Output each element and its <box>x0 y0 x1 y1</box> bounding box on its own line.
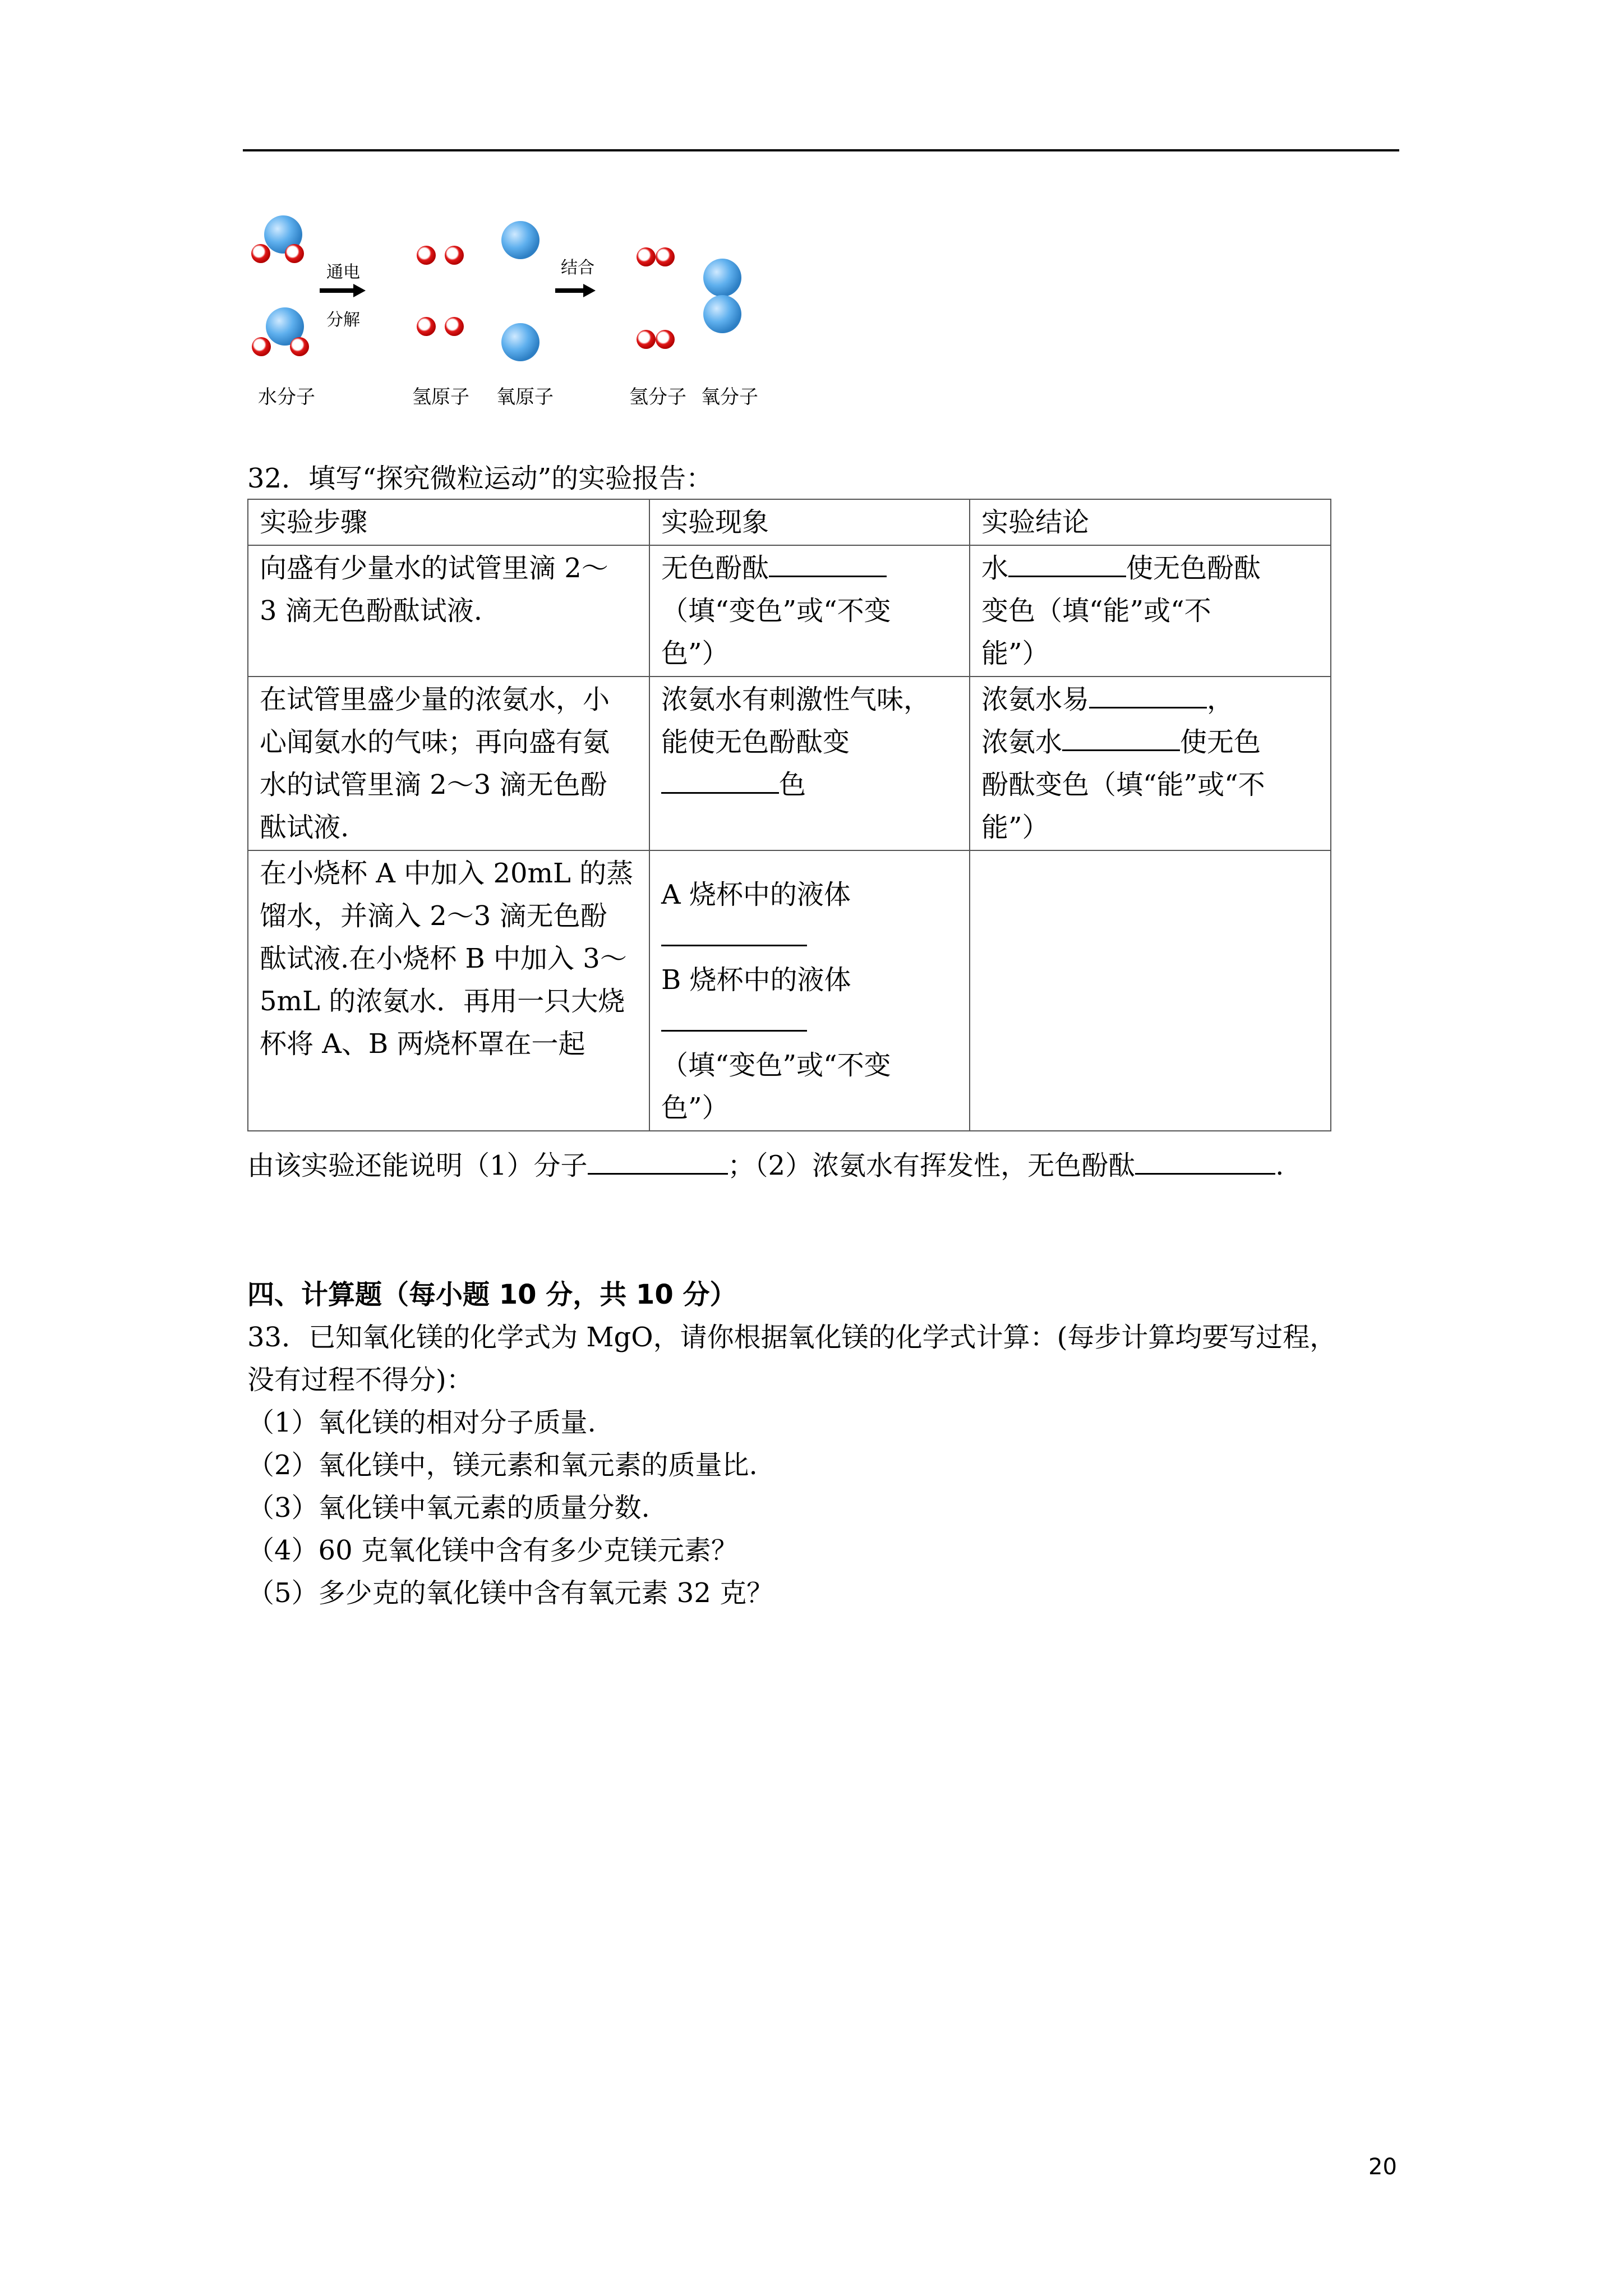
section4-heading: 四、计算题（每小题 10 分，共 10 分） <box>247 1279 737 1310</box>
arrow1-bottom-label: 分解 <box>326 310 360 330</box>
molecule-illustration <box>241 202 780 370</box>
q33-item-3: （3）氧化镁中氧元素的质量分数. <box>247 1492 650 1524</box>
experiment-report-table <box>247 499 1331 1131</box>
oxygen-molecule <box>703 259 741 333</box>
water-molecule-top <box>251 215 304 263</box>
label-oxygen-atom: 氧原子 <box>496 386 554 408</box>
row3-step: 在小烧杯 A 中加入 20mL 的蒸 馏水，并滴入 2～3 滴无色酚 酞试液.在小烧杯 B 中加入 3～ 5mL 的浓氨水．再用一只大烧 杯将 A、B 两烧杯罩在一起 <box>248 850 649 1131</box>
table-row <box>248 545 1331 677</box>
answer-blank[interactable] <box>661 770 779 794</box>
row1-conclusion: 水 使无色酚酞 变色（填“能”或“不 能”） <box>970 545 1331 677</box>
answer-blank[interactable] <box>661 1007 807 1032</box>
arrow2-top-label: 结合 <box>561 258 594 278</box>
table-row <box>248 850 1331 1131</box>
label-oxygen-molecule: 氧分子 <box>701 386 758 408</box>
answer-blank[interactable] <box>1089 684 1207 708</box>
answer-blank[interactable] <box>588 1151 728 1175</box>
header-rule <box>243 149 1399 151</box>
q33-line2: 没有过程不得分)： <box>247 1364 473 1396</box>
water-molecule-bottom <box>252 307 309 356</box>
page-number: 20 <box>1368 2154 1397 2180</box>
q32-title: 32．填写“探究微粒运动”的实验报告： <box>247 463 713 494</box>
oxygen-atoms <box>501 221 540 361</box>
answer-blank[interactable] <box>1008 553 1126 577</box>
label-hydrogen-molecule: 氢分子 <box>629 386 686 408</box>
table-row <box>248 677 1331 850</box>
answer-blank[interactable] <box>769 553 887 577</box>
hydrogen-molecules <box>637 247 675 349</box>
row1-step: 向盛有少量水的试管里滴 2～ 3 滴无色酚酞试液. <box>248 545 649 677</box>
q32-footer: 由该实验还能说明（1）分子 ；（2）浓氨水有挥发性，无色酚酞 . <box>247 1150 1284 1181</box>
answer-blank[interactable] <box>1135 1151 1275 1175</box>
answer-blank[interactable] <box>1062 727 1180 751</box>
header-conclusion: 实验结论 <box>970 499 1331 545</box>
answer-blank[interactable] <box>661 922 807 946</box>
row3-conclusion <box>970 850 1331 1131</box>
table-header-row <box>248 499 1331 545</box>
row1-phenomenon: 无色酚酞 （填“变色”或“不变 色”） <box>649 545 970 677</box>
q33-item-4: （4）60 克氧化镁中含有多少克镁元素？ <box>247 1535 738 1566</box>
hydrogen-atoms <box>417 246 464 336</box>
q33-item-1: （1）氧化镁的相对分子质量. <box>247 1407 596 1438</box>
row2-conclusion: 浓氨水易 ， 浓氨水 使无色 酚酞变色（填“能”或“不 能”） <box>970 677 1331 850</box>
header-phenomenon: 实验现象 <box>649 499 970 545</box>
label-hydrogen-atom: 氢原子 <box>412 386 469 408</box>
header-step: 实验步骤 <box>248 499 649 545</box>
row2-step: 在试管里盛少量的浓氨水，小 心闻氨水的气味；再向盛有氨 水的试管里滴 2～3 滴无色酚 酞试液. <box>248 677 649 850</box>
row3-phenomenon: A 烧杯中的液体 B 烧杯中的液体 （填“变色”或“不变 色”） <box>649 850 970 1131</box>
arrow1-top-label: 通电 <box>326 263 360 282</box>
label-water-molecule: 水分子 <box>258 386 315 408</box>
q33-item-2: （2）氧化镁中，镁元素和氧元素的质量比. <box>247 1450 758 1481</box>
row2-phenomenon: 浓氨水有刺激性气味， 能使无色酚酞变 色 <box>649 677 970 850</box>
water-electrolysis-diagram <box>241 202 780 415</box>
q33-item-5: （5）多少克的氧化镁中含有氧元素 32 克？ <box>247 1577 774 1609</box>
q33-line1: 33．已知氧化镁的化学式为 MgO，请你根据氧化镁的化学式计算：(每步计算均要写过程， <box>247 1322 1337 1353</box>
